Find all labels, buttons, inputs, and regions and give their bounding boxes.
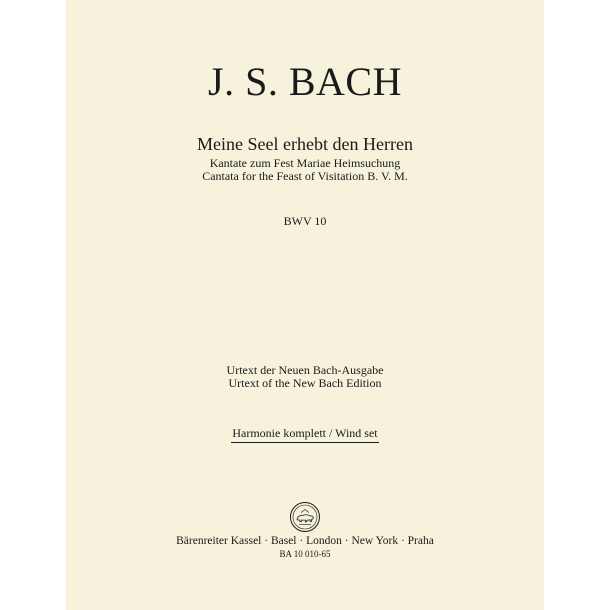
urtext-english: Urtext of the New Bach Edition	[228, 376, 382, 390]
cover-page	[66, 0, 544, 610]
edition-label: Harmonie komplett / Wind set	[231, 426, 378, 443]
order-number: BA 10 010-65	[279, 549, 331, 559]
publisher-logo-icon	[289, 501, 321, 533]
urtext-note	[66, 364, 544, 390]
catalogue-number: BWV 10	[283, 214, 327, 228]
urtext-german: Urtext der Neuen Bach-Ausgabe	[226, 363, 384, 377]
edition-line	[66, 424, 544, 443]
publisher-line: Bärenreiter Kassel · Basel · London · New York · Praha	[176, 535, 434, 547]
composer-name: J. S. BACH	[208, 59, 402, 104]
subtitle-german: Kantate zum Fest Mariae Heimsuchung	[209, 156, 401, 170]
work-title: Meine Seel erhebt den Herren	[197, 134, 413, 154]
work-subtitle	[66, 157, 544, 183]
subtitle-english: Cantata for the Feast of Visitation B. V. M.	[202, 169, 408, 183]
